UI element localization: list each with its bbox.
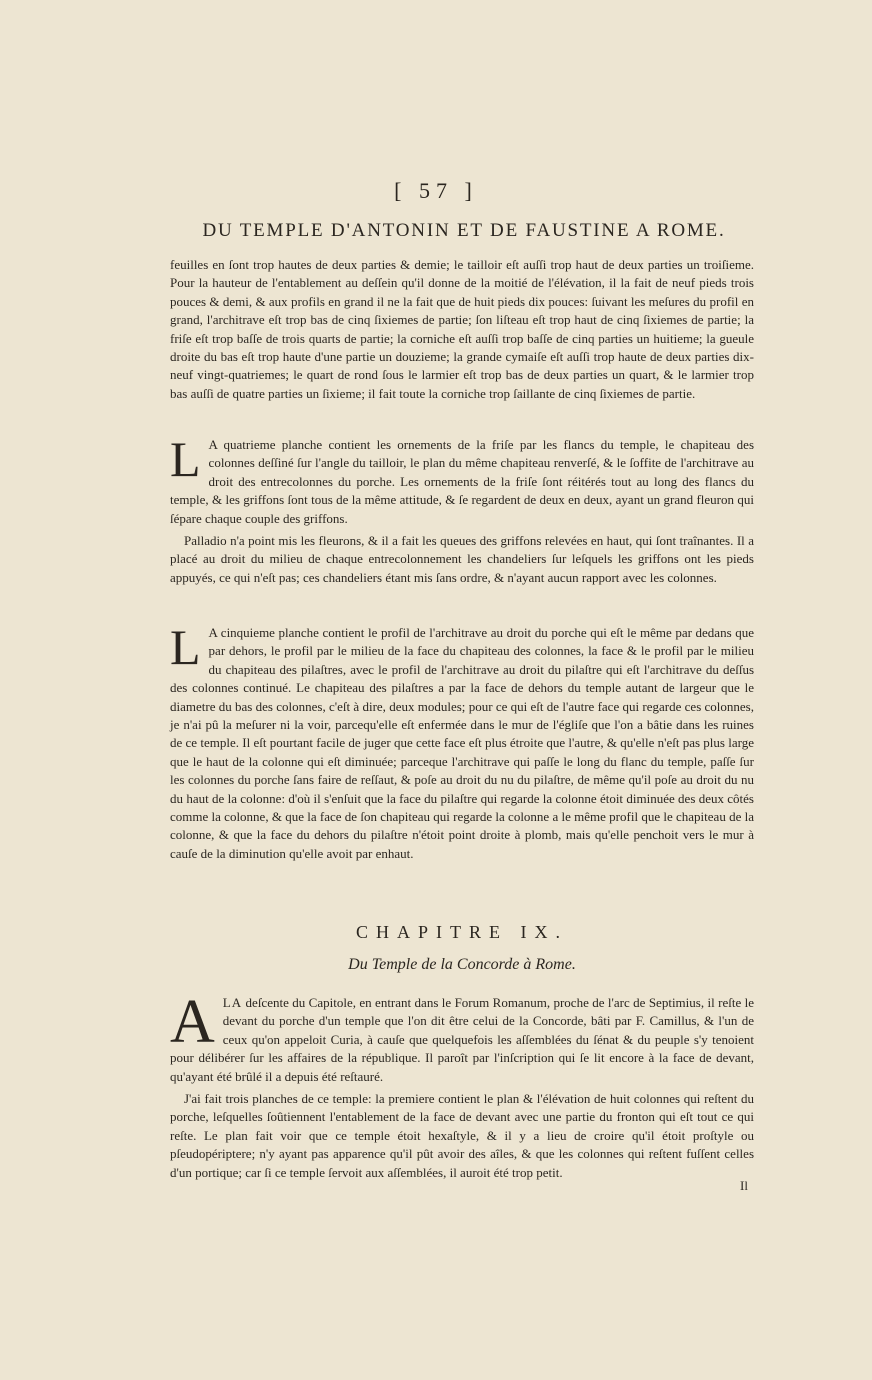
paragraph-5 (170, 988, 755, 1086)
paragraph-6 (170, 1090, 754, 1182)
drop-cap-a: A (170, 988, 215, 1056)
paragraph-4 (170, 619, 754, 863)
paragraph-3 (170, 532, 754, 587)
running-title: DU TEMPLE D'ANTONIN ET DE FAUSTINE A ROME. (202, 220, 726, 241)
chapter-subtitle: Du Temple de la Concorde à Rome. (348, 956, 576, 973)
paragraph-4-text: A cinquieme planche contient le profil de l'architrave au droit du porche qui eſt le même par dedans que par dehors, le profil par le milieu de la face du chapiteau des colonnes, la face & le profil par le milieu du chapiteau des pilaſtres, avec le profil de l'architrave au droit du pilaſtre qui eſt l'architrave du deſſus des colonnes continué. Le chapiteau des pilaſtres a par la face de dehors du temple autant de largeur que le diametre du bas des colonnes, c'eſt à dire, deux modules; pour ce qui eſt de l'autre face qui regarde ces colonnes, je n'ai pû la meſurer ni la voir, parcequ'elle eſt enfermée dans le mur de l'égliſe que l'on a bâtie dans les ruines de ce temple. Il eſt pourtant facile de juger que cette face eſt plus étroite que l'autre, & qu'elle n'eſt pas plus large que le haut de la colonne qui eſt diminuée; parceque l'architrave qui paſſe le long du flanc du temple, paſſe ſur les colonnes du porche ſans faire de reſſaut, & poſe au droit du nu du pilaſtre, de même qu'il poſe au droit du nu du haut de la colonne: d'où il s'enſuit que la face du pilaſtre qui regarde la colonne étoit diminuée des deux côtés comme la colonne, & que la face de ſon chapiteau qui regarde la colonne a le même profil que le chapiteau de la colonne, & que la face du dehors du pilaſtre n'étoit point droite à plomb, mais qu'elle penchoit vers le mur à cauſe de la diminution qu'elle avoit par enhaut. (170, 625, 754, 861)
page-number: [ 57 ] (394, 178, 478, 203)
paragraph-3-text: Palladio n'a point mis les fleurons, & il a fait les queues des griffons relevées en haut, qui ſont traînantes. Il a placé au droit du milieu de chaque entrecolonnement les chandeliers ſur leſquels les griffons ont les pieds appuyés, ce qui n'eſt pas; ces chandeliers étant mis ſans ordre, & n'ayant aucun rapport avec les colonnes. (170, 533, 754, 585)
drop-cap-l: L (170, 431, 201, 487)
paragraph-1 (170, 256, 754, 403)
catchword: Il (740, 1178, 748, 1193)
paragraph-6-text: J'ai fait trois planches de ce temple: la premiere contient le plan & l'élévation de huit colonnes qui reſtent du porche, leſquelles ſoûtiennent l'entablement de la face de devant avec une partie du fronton qui eſt tout ce qui reſte. Le plan fait voir que ce temple étoit hexaſtyle, & il y a lieu de croire qu'il étoit proſtyle ou pſeudopériptere; n'y ayant pas apparence qu'il pût avoir des aîles, & que les colonnes qui reſtent fuſſent celles d'un portique; car ſi ce temple ſervoit aux aſſemblées, il auroit été trop petit. (170, 1091, 754, 1180)
paragraph-2-text: A quatrieme planche contient les ornements de la friſe par les flancs du temple, le chapiteau des colonnes deſſiné ſur l'angle du tailloir, le plan du même chapiteau renverſé, & le ſoffite de l'architrave au droit des entrecolonnes du porche. Les ornements de la friſe ſont réitérés tout au long des flancs du temple, & les griffons ſont tous de la même attitude, & ſe regardent de deux en deux, ayant un grand fleuron qui ſépare chaque couple des griffons. (170, 437, 754, 526)
chapter-heading: CHAPITRE IX. (356, 922, 568, 942)
paragraph-5-text: deſcente du Capitole, en entrant dans le Forum Romanum, proche de l'arc de Septimius, il reſte le devant du porche d'un temple que l'on dit être celui de la Concorde, bâti par F. Camillus, & l'un de ceux qu'on appeloit Curia, à cauſe que quelquefois les aſſemblées du ſénat & du peuple s'y tenoient pour délibérer ſur les affaires de la république. Il paroît par l'inſcription qui ſe lit encore à la face de devant, qu'ayant été brûlé il a depuis été reſtauré. (170, 995, 755, 1084)
paragraph-2 (170, 431, 754, 528)
paragraph-1-text: feuilles en ſont trop hautes de deux parties & demie; le tailloir eſt auſſi trop haut de deux parties un troiſieme. Pour la hauteur de l'entablement au deſſein qu'il donne de la moitié de l'élévation, il la fait de neuf pieds trois pouces & demi, & aux profils en grand il ne la fait que de huit pieds dix pouces: ſuivant les meſures du profil en grand, l'architrave eſt trop bas de cinq ſixiemes de partie; ſon liſteau eſt trop haut de cinq ſixiemes de partie; la friſe eſt trop baſſe de trois quarts de partie; la corniche eſt auſſi trop baſſe de cinq parties un huitieme; la gueule droite du bas eſt trop haute d'une partie un douzieme; la grande cymaiſe eſt auſſi trop haute de deux parties dix-neuf vingt-quatriemes; le quart de rond ſous le larmier eſt trop bas de deux parties un quart, & le larmier trop bas auſſi de quatre parties un ſixieme; il fait toute la corniche trop ſaillante de cinq ſixiemes de partie. (170, 257, 754, 401)
paragraph-5-lead: LA (222, 995, 243, 1010)
drop-cap-l-2: L (170, 619, 201, 675)
